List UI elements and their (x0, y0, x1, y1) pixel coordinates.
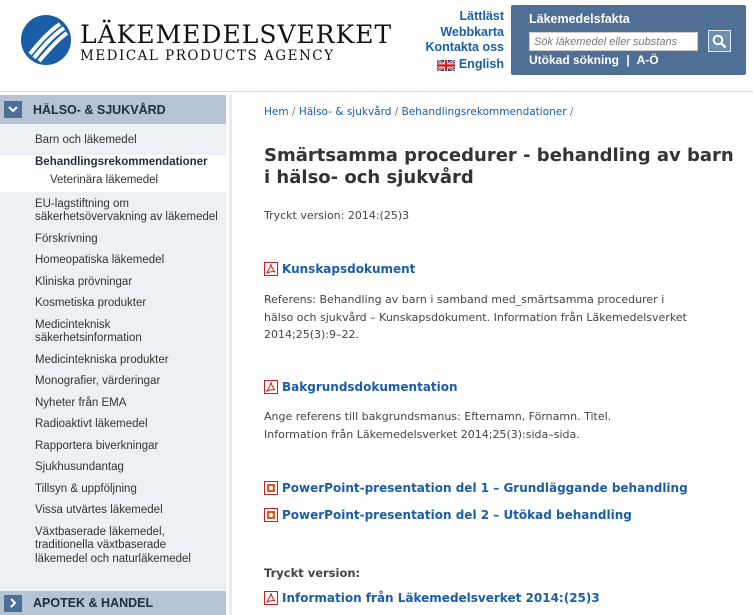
sidebar-item-barn[interactable]: Barn och läkemedel (35, 134, 137, 146)
search-extra-links (529, 53, 659, 67)
logo-title: LÄKEMEDELSVERKET (80, 20, 393, 49)
site-header (0, 0, 753, 92)
sidebar-item-sjukhusundantag[interactable]: Sjukhusundantag (35, 461, 124, 473)
sidebar-item-medicinteknisk-sakerhet[interactable]: Medicinteknisk säkerhetsinformation (35, 318, 142, 344)
bakgrundsdokumentation-reference: Ange referens till bakgrundsmanus: Efternamn, Förnamn. Titel. Information från Läkemedelsverket 2014;25(3):sida–sida. (264, 410, 612, 441)
pdf-icon (264, 591, 278, 605)
sidebar-item-monografier[interactable]: Monografier, värderingar (35, 375, 161, 387)
search-icon (712, 34, 727, 49)
sidebar-item-homeopatiska[interactable]: Homeopatiska läkemedel (35, 254, 165, 266)
powerpoint-del1-link[interactable] (264, 481, 688, 495)
pdf-icon (264, 380, 278, 394)
top-links (426, 9, 505, 75)
breadcrumb (264, 106, 573, 118)
chevron-right-icon (4, 595, 22, 612)
sidebar-item-tillsyn[interactable]: Tillsyn & uppföljning (35, 482, 137, 495)
sidebar-item-rapportera[interactable]: Rapportera biverkningar (35, 439, 159, 452)
link-separator: | (626, 53, 630, 67)
powerpoint-del1-label: PowerPoint-presentation del 1 – Grundläggande behandling (282, 481, 688, 495)
printed-version-text: Tryckt version: 2014:(25)3 (264, 209, 410, 222)
english-label: English (458, 57, 504, 72)
sidebar-section-title: HÄLSO- & SJUKVÅRD (33, 102, 166, 117)
easy-read-link[interactable]: Lättläst (459, 9, 504, 23)
sidebar-section-apotek-title: APOTEK & HANDEL (33, 596, 154, 610)
contact-link[interactable]: Kontakta oss (425, 40, 504, 54)
sidebar-item-vissa-utvartes[interactable]: Vissa utvärtes läkemedel (35, 504, 163, 516)
kunskapsdokument-reference: Referens: Behandling av barn i samband med_smärtsamma procedurer i hälso och sjukvård – Kunskapsdokument. Information från Läkemedelsverket 2014;25(3):9–22. (264, 293, 687, 341)
breadcrumb-sep: / (569, 106, 574, 118)
printed-version-heading: Tryckt version: (264, 566, 361, 580)
sidebar-item-kliniska[interactable]: Kliniska prövningar (35, 275, 133, 288)
sidebar-item-forskrivning[interactable]: Förskrivning (35, 232, 98, 245)
sidebar-item-radioaktivt[interactable]: Radioaktivt läkemedel (35, 418, 148, 430)
pdf-icon (264, 262, 278, 276)
powerpoint-icon (264, 508, 278, 522)
breadcrumb-behandling[interactable]: Behandlingsrekommendationer (401, 106, 567, 118)
kunskapsdokument-link[interactable] (264, 262, 415, 276)
sidebar-item-eu-lagstiftning[interactable]: EU-lagstiftning om säkerhetsövervakning av läkemedel (35, 197, 218, 223)
sidebar-item-nyheter-ema[interactable]: Nyheter från EMA (35, 396, 127, 409)
breadcrumb-halso[interactable]: Hälso- & sjukvård (298, 106, 392, 118)
sidebar-item-behandlingsrekommendationer[interactable]: Behandlingsrekommendationer (0, 155, 240, 172)
kunskapsdokument-label: Kunskapsdokument (282, 262, 416, 276)
sidebar-item-veterinara[interactable]: Veterinära läkemedel (0, 171, 226, 192)
powerpoint-icon (264, 481, 278, 495)
search-input[interactable] (529, 32, 698, 51)
search-panel (511, 5, 746, 75)
divider (229, 95, 232, 615)
sitemap-link[interactable]: Webbkarta (440, 24, 504, 39)
breadcrumb-home[interactable]: Hem (264, 106, 289, 118)
a-z-link[interactable]: A-Ö (636, 53, 659, 67)
breadcrumb-sep: / (394, 106, 399, 118)
search-button[interactable] (708, 30, 731, 52)
printed-version-link-label: Information från Läkemedelsverket 2014:(25)3 (282, 591, 600, 605)
sidebar (0, 95, 226, 615)
breadcrumb-sep: / (291, 106, 296, 118)
powerpoint-del2-link[interactable] (264, 508, 632, 522)
uk-flag-icon (437, 60, 455, 71)
logo-subtitle: MEDICAL PRODUCTS AGENCY (80, 48, 335, 64)
sidebar-item-vaxtbaserade[interactable]: Växtbaserade läkemedel, traditionella växtbaserade läkemedel och naturläkemedel (35, 525, 191, 565)
advanced-search-link[interactable]: Utökad sökning (529, 53, 620, 67)
search-panel-title: Läkemedelsfakta (529, 12, 630, 26)
sidebar-section-apotek[interactable] (0, 591, 226, 615)
bakgrundsdokumentation-link[interactable] (264, 380, 458, 394)
english-link[interactable] (437, 57, 504, 73)
printed-version-link[interactable] (264, 591, 600, 605)
sidebar-item-medicintekniska[interactable]: Medicintekniska produkter (35, 353, 169, 366)
sidebar-item-kosmetiska[interactable]: Kosmetiska produkter (35, 297, 147, 309)
bakgrundsdokumentation-label: Bakgrundsdokumentation (282, 380, 458, 394)
logo-mark-icon (20, 14, 72, 66)
sidebar-section-health[interactable] (0, 95, 226, 124)
page-title: Smärtsamma procedurer - behandling av barn i hälso- och sjukvård (264, 145, 734, 188)
chevron-down-icon (4, 101, 22, 118)
logo[interactable] (20, 14, 393, 74)
powerpoint-del2-label: PowerPoint-presentation del 2 – Utökad behandling (282, 508, 632, 522)
